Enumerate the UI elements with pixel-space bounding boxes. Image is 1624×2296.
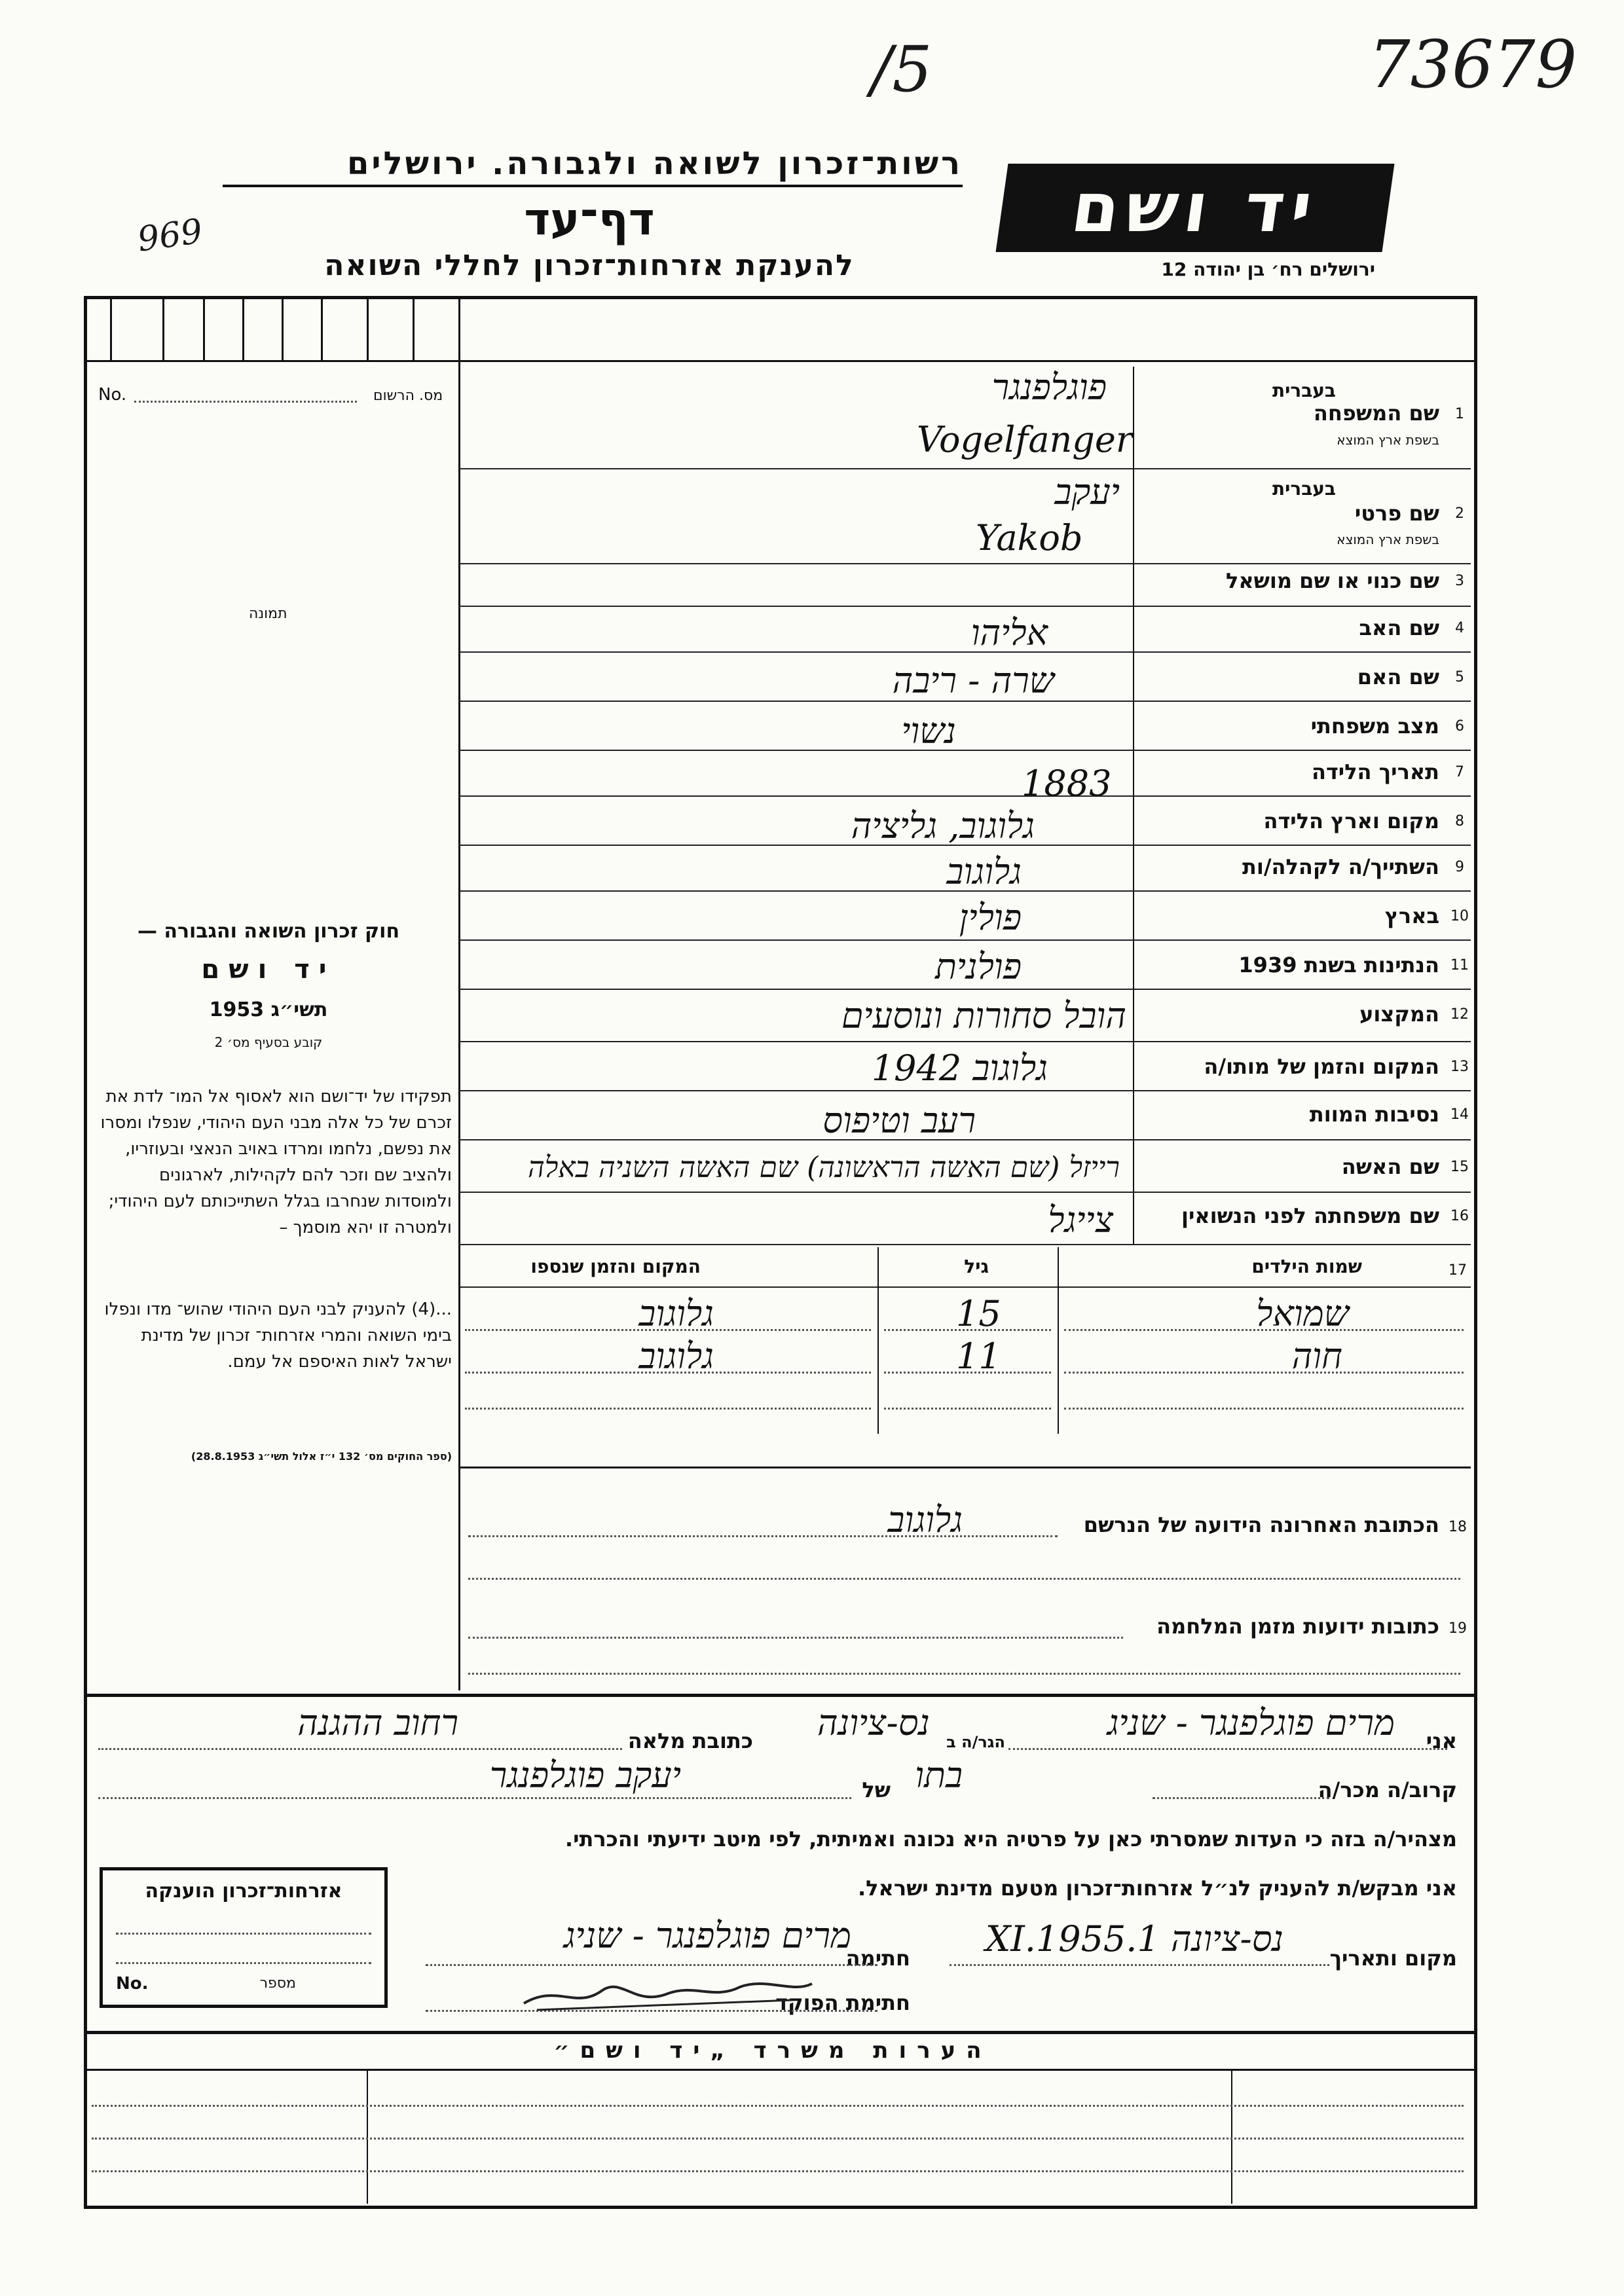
declaration-request: אני מבקש/ת להעניק לנ״ל אזרחות־זכרון מטעם מדינת ישראל.: [858, 1876, 1457, 1901]
field-12-value: הובל סחורות ונוסעים: [841, 995, 1126, 1036]
children-number: 17: [1449, 1262, 1467, 1279]
field-1-sub-origin: בשפת ארץ המוצא: [1337, 432, 1439, 448]
field-11-value: פולנית: [934, 946, 1022, 987]
field-15-label: שם האשה: [1341, 1154, 1439, 1179]
field-6-value: נשוי: [901, 710, 956, 752]
field-2-value-origin: Yakob: [976, 517, 1083, 558]
officer-signature-scribble: [517, 1971, 819, 2016]
law-title: חוק זכרון השואה והגבורה —: [137, 920, 400, 943]
children-header-age: גיל: [964, 1256, 989, 1277]
stamp-box-title: אזרחות־זכרון הוענקה: [145, 1880, 342, 1903]
resident-label: הגר/ה ב: [946, 1733, 1005, 1751]
field-15-value: רייזל (שם האשה הראשונה) שם האשה השניה באלה: [527, 1151, 1120, 1184]
field-1-value-hebrew: פוגלפנגר: [991, 367, 1107, 408]
field-2-value-hebrew: יעקב: [1054, 471, 1120, 513]
field-18-number: 18: [1449, 1519, 1467, 1535]
field-3-number: 3: [1455, 573, 1464, 589]
field-7-label: תאריך הלידה: [1311, 759, 1439, 784]
stamp-box-number-label: מספר: [259, 1975, 296, 1992]
field-19-number: 19: [1449, 1620, 1467, 1637]
relation-value: בתו: [915, 1755, 963, 1796]
law-text-clause: ...(4) להעניק לבני העם היהודי שהוש־ מדו ונפלו בימי השואה והמרי אזרחות־ זכרון של מדינת ישראל לאות האיספם אל עמם.: [104, 1300, 452, 1372]
field-12-label: המקצוע: [1359, 1002, 1439, 1027]
children-header-names: שמות הילדים: [1251, 1256, 1362, 1277]
field-14-value: רעב וטיפוס: [822, 1100, 976, 1141]
form-frame: [84, 296, 1477, 1697]
field-16-value: צייגל: [1048, 1199, 1113, 1241]
field-7-number: 7: [1455, 764, 1464, 780]
side-number: 969: [135, 211, 205, 260]
law-text-main: תפקידו של יד־ושם הוא לאסוף אל המו־ לדת את זכרם של כל אלה מבני העם היהודי, שנפלו ומסרו את נפשם, נלחמו ומרדו באויב הנאצי ובעוזריו, ולהציב שם וזכר להם לקהילות, לארגונים ולמוסדות שנחרבו בגלל השתייכותם לעם היהודי; ולמטרה זו יהא מוסמך –: [100, 1087, 452, 1237]
field-7-value: 1883: [1022, 763, 1112, 804]
form-subtitle: להענקת אזרחות־זכרון לחללי השואה: [324, 249, 855, 282]
relation-label: קרוב/ה מכר/ה: [1318, 1777, 1457, 1802]
field-8-number: 8: [1455, 813, 1464, 829]
field-8-value: גלוגוב, גליציה: [851, 805, 1035, 847]
logo-address: ירושלים רח׳ בן יהודה 12: [1161, 259, 1375, 280]
field-1-number: 1: [1455, 406, 1464, 422]
field-6-number: 6: [1455, 718, 1464, 735]
field-4-label: שם האב: [1359, 615, 1439, 640]
field-11-label: הנתינות בשנת 1939: [1238, 953, 1439, 977]
law-clause: קובע בסעיף מס׳ 2: [214, 1034, 323, 1050]
field-10-number: 10: [1450, 908, 1469, 924]
field-9-number: 9: [1455, 859, 1464, 875]
children-header-place: המקום והזמן שנספו: [530, 1256, 701, 1277]
child-1-name: שמואל: [1256, 1293, 1349, 1334]
registration-no: No.: [98, 385, 127, 405]
declarant-name: מרים פוגלפנגר - שניג: [1107, 1702, 1395, 1743]
declarant-i-label: אני: [1426, 1728, 1457, 1753]
pen-mark: /5: [871, 33, 932, 106]
signature-label: חתימה: [845, 1946, 910, 1971]
field-4-number: 4: [1455, 620, 1464, 636]
field-1-sub-hebrew: בעברית: [1272, 380, 1336, 401]
law-name: יד ושם: [201, 955, 336, 985]
field-5-value: שרה - ריבה: [892, 660, 1054, 701]
field-9-value: גלוגוב: [946, 851, 1022, 892]
field-9-label: השתייך/ה לקהלה/ות: [1242, 854, 1439, 879]
field-2-sub-origin: בשפת ארץ המוצא: [1337, 532, 1439, 547]
logo-text: יד ושם: [1067, 168, 1324, 247]
registration-label: מס. הרשום: [373, 388, 443, 404]
field-5-number: 5: [1455, 669, 1464, 685]
field-3-label: שם כנוי או שם מושאל: [1225, 568, 1439, 593]
field-8-label: מקום וארץ הלידה: [1263, 809, 1439, 833]
place-date-value: נס-ציונה 1.XI.1955: [985, 1918, 1283, 1959]
authority-title: רשות־זכרון לשואה ולגבורה. ירושלים: [223, 145, 963, 187]
law-year: תשי״ג 1953: [209, 998, 328, 1021]
field-18-label: הכתובת האחרונה הידועה של הנרשם: [1083, 1512, 1439, 1537]
field-5-label: שם האם: [1357, 665, 1439, 689]
law-reference: (ספר החוקים מס׳ 132 י״ז אלול תשי״ג 28.8.1953): [191, 1450, 452, 1463]
field-1-value-origin: Vogelfanger: [917, 419, 1133, 460]
child-1-place: גלוגוב: [638, 1293, 714, 1334]
stamp-box-no: No.: [116, 1974, 149, 1994]
field-2-label: שם פרטי: [1354, 501, 1439, 526]
field-18-value: גלוגוב: [887, 1499, 963, 1540]
signature-value: מרים פוגלפנגר - שניג: [563, 1915, 851, 1956]
field-2-sub-hebrew: בעברית: [1272, 478, 1336, 500]
yad-vashem-logo: [996, 164, 1395, 252]
office-notes-title: הערות משרד „יד ושם״: [553, 2037, 992, 2064]
resident-city: נס-ציונה: [817, 1702, 930, 1743]
child-2-name: חוה: [1291, 1336, 1342, 1377]
archive-number: 73679: [1369, 26, 1578, 103]
field-16-label: שם משפחתה לפני הנשואין: [1181, 1203, 1439, 1228]
field-13-value: גלוגוב 1942: [871, 1048, 1048, 1089]
declaration-statement: מצהיר/ה בזה כי העדות שמסרתי כאן על פרטיה היא נכונה ואמיתית, לפי מיטב ידיעתי והכרתי.: [564, 1827, 1457, 1851]
stamp-box: [100, 1867, 388, 2008]
field-10-label: בארץ: [1384, 903, 1439, 928]
field-14-label: נסיבות המוות: [1309, 1102, 1439, 1127]
officer-signature-label: חתימת הפוקד: [775, 1990, 910, 2015]
field-12-number: 12: [1450, 1006, 1469, 1023]
child-2-age: 11: [956, 1336, 1001, 1377]
field-14-number: 14: [1450, 1106, 1469, 1123]
full-address-label: כתובת מלאה: [627, 1728, 753, 1753]
full-address: רחוב ההגנה: [297, 1702, 458, 1743]
place-date-label: מקום ותאריך: [1329, 1946, 1457, 1971]
field-1-label: שם המשפחה: [1313, 401, 1439, 426]
field-11-number: 11: [1450, 957, 1469, 974]
child-2-place: גלוגוב: [638, 1336, 714, 1377]
child-1-age: 15: [956, 1293, 1001, 1334]
photo-label: תמונה: [249, 606, 287, 622]
of-name: יעקב פוגלפנגר: [489, 1755, 681, 1796]
form-title: דף־עד: [524, 194, 655, 246]
field-2-number: 2: [1455, 505, 1464, 522]
field-6-label: מצב משפחתי: [1310, 714, 1439, 738]
field-10-value: פולין: [959, 897, 1022, 938]
field-13-label: המקום והזמן של מותו/ה: [1204, 1054, 1439, 1079]
field-15-number: 15: [1450, 1159, 1469, 1175]
field-13-number: 13: [1450, 1059, 1469, 1075]
field-19-label: כתובות ידועות מזמן המלחמה: [1156, 1614, 1439, 1639]
field-16-number: 16: [1450, 1208, 1469, 1224]
of-label: של: [862, 1777, 891, 1802]
field-4-value: אליהו: [970, 612, 1048, 653]
